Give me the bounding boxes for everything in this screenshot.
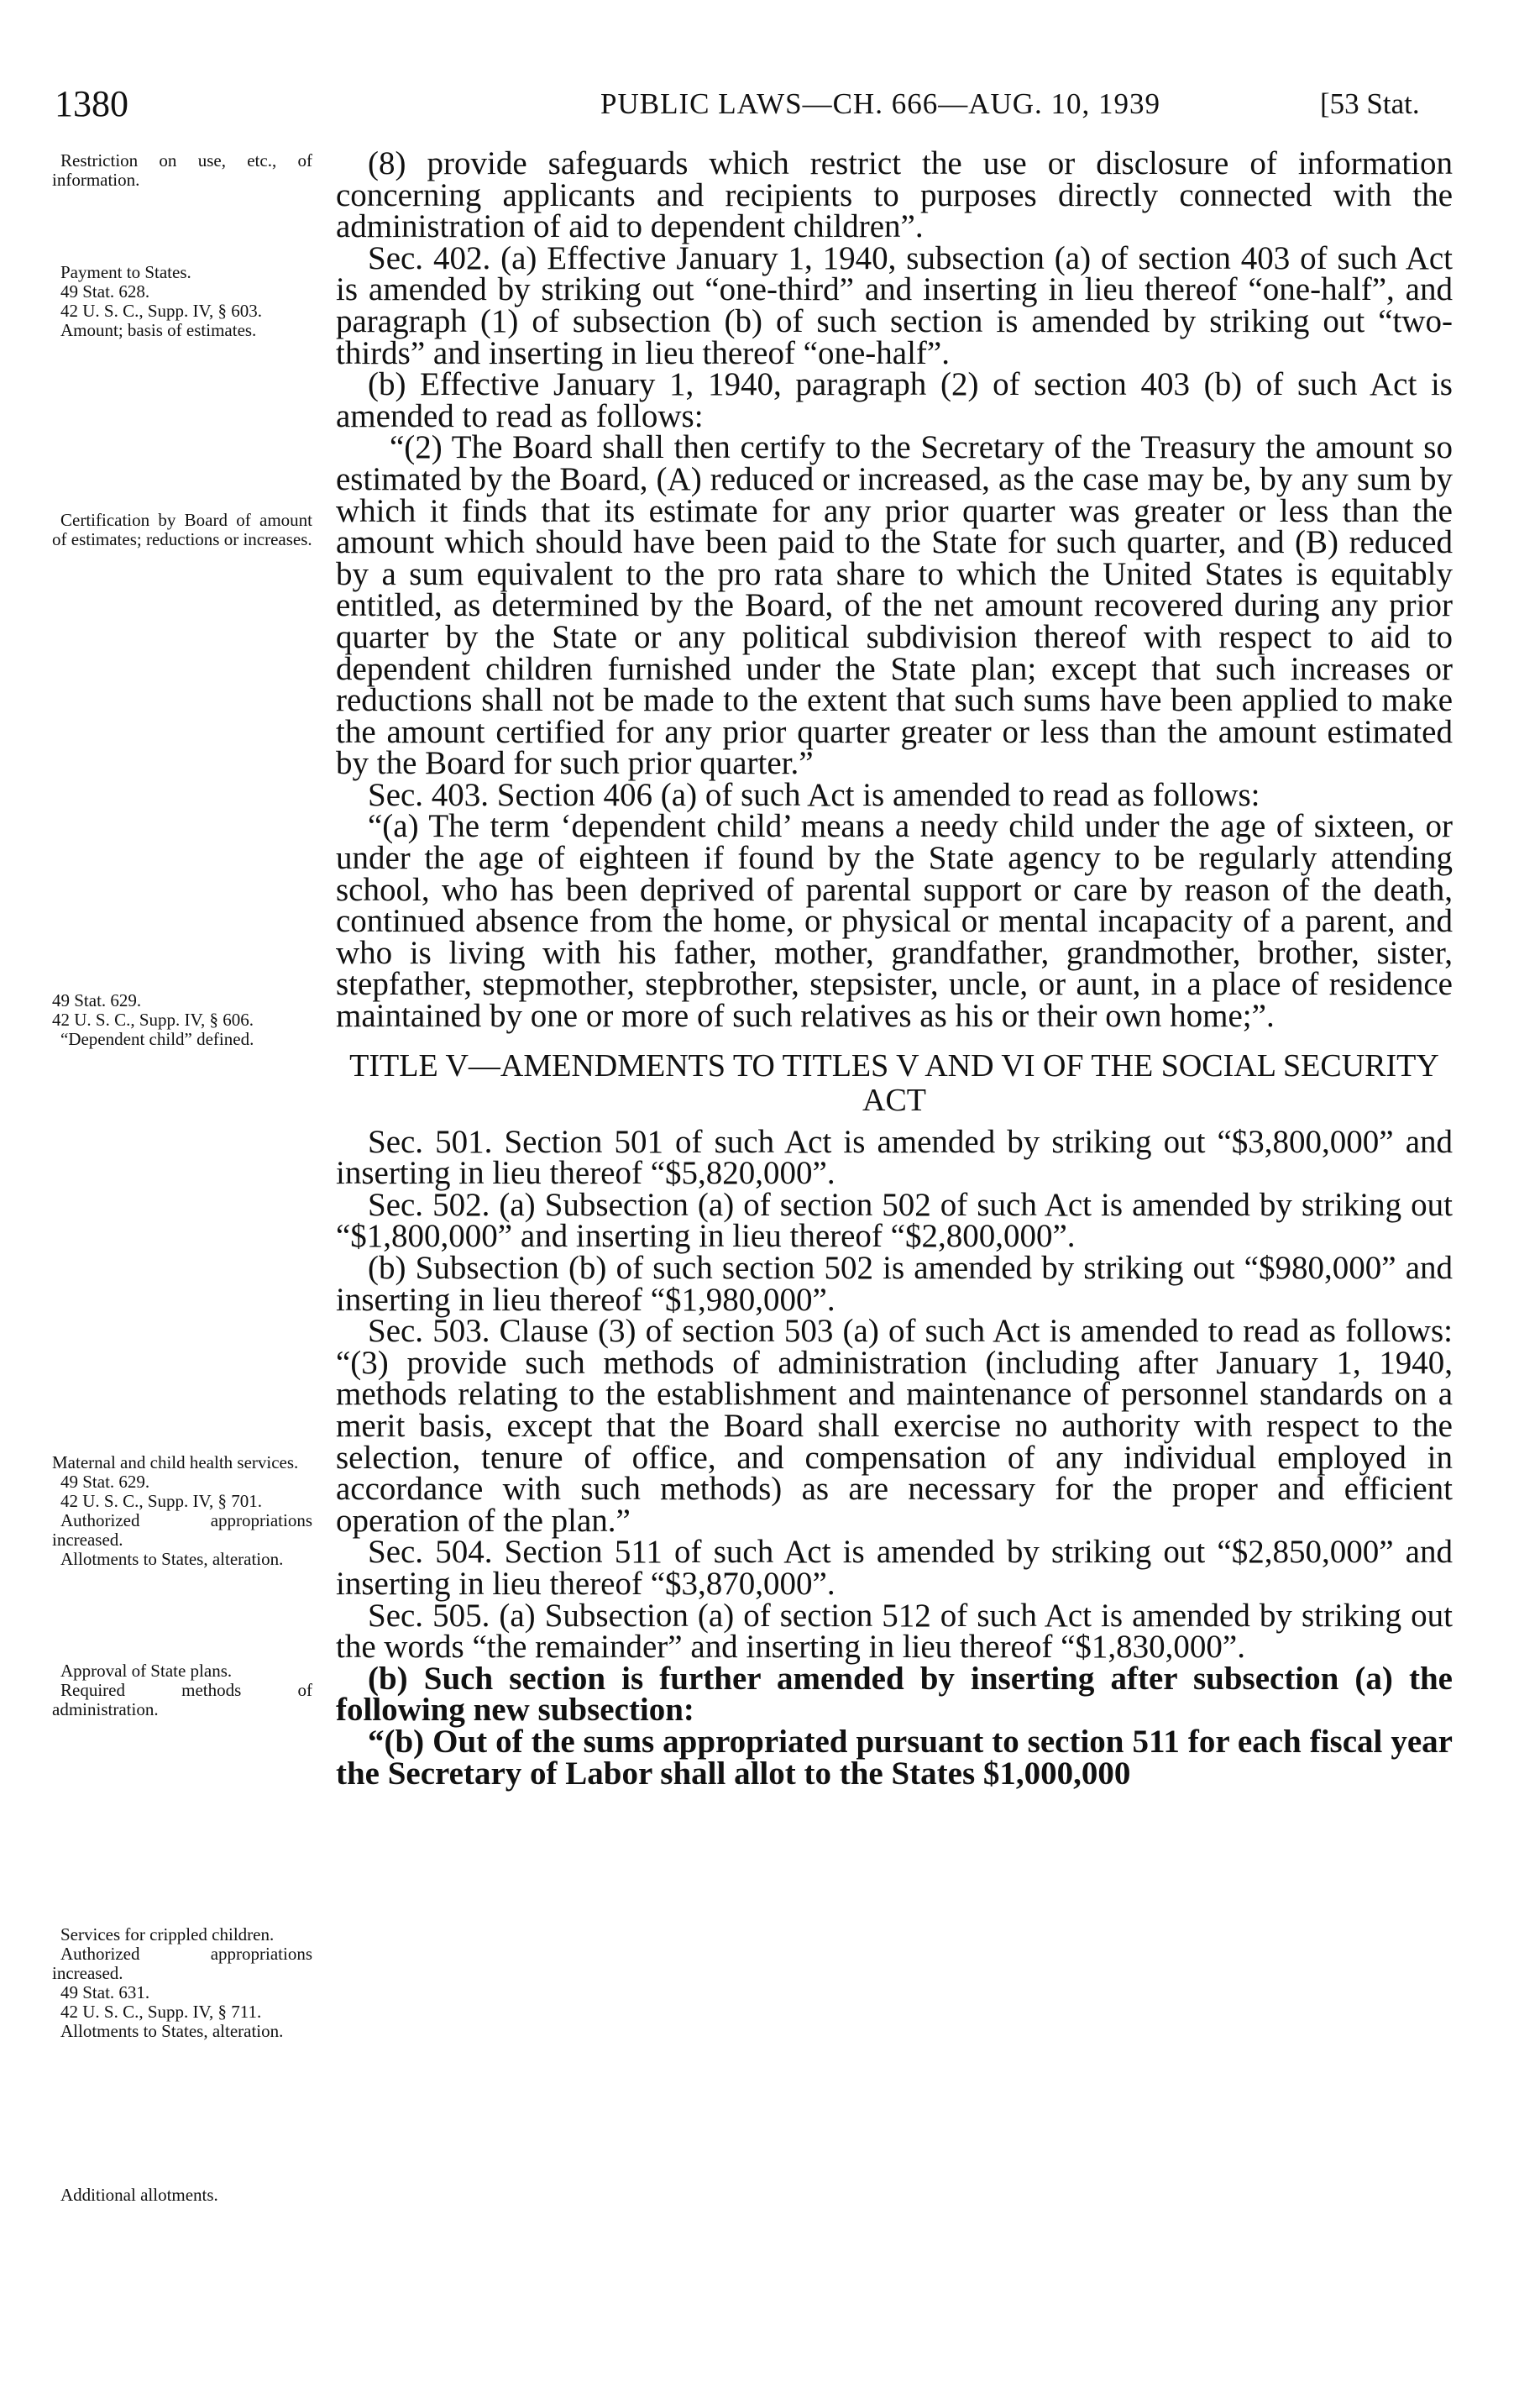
page-header xyxy=(0,82,1540,133)
paragraph: Sec. 504. Section 511 of such Act is amended by striking out “$2,850,000” and inserting in lieu thereof “$3,870,000”. xyxy=(336,1534,1453,1602)
paragraph-bold: “(b) Out of the sums appropriated pursuant to section 511 for each fiscal year the Secretary of Labor shall allot to the States $1,000,000 xyxy=(336,1723,1453,1792)
margin-note-dependent-child xyxy=(52,991,312,1049)
paragraph: Sec. 503. Clause (3) of section 503 (a) of such Act is amended to read as follows: “(3) provide such methods of administration (including after January 1, 1940, methods relating to the establishment and maintenance of personnel standards on a merit basis, except that the Board shall exercise no authority with respect to the selection, tenure of office, and compensation of any individual employed in accordance with such methods) as are necessary for the proper and efficient operation of the plan.” xyxy=(336,1313,1453,1539)
paragraph-quoted: “(a) The term ‘dependent child’ means a needy child under the age of sixteen, or under the age of eighteen if found by the State agency to be regularly attending school, who has been deprived of parental support or care by reason of the death, continued absence from the home, or physical or mental incapacity of a parent, and who is living with his father, mother, grandfather, grandmother, brother, sister, stepfather, stepmother, stepbrother, stepsister, uncle, or aunt, in a place of residence maintained by one or more of such relatives as his or their own home;”. xyxy=(336,808,1453,1035)
margin-note-restriction xyxy=(52,151,312,190)
margin-note-line: 42 U. S. C., Supp. IV, § 701. xyxy=(60,1491,262,1511)
margin-note-line: Required methods of administration. xyxy=(52,1680,312,1719)
margin-note-line: Restriction on use, etc., of information. xyxy=(52,150,312,190)
paragraph-quoted: “(2) The Board shall then certify to the Secretary of the Treasury the amount so estimated by the Board, (A) reduced or increased, as the case may be, by any sum by which it finds that its estimate for any prior quarter was greater or less than the amount which should have been paid to the State for such quarter, and (B) reduced by a sum equivalent to the pro rata share to which the United States is equitably entitled, as determined by the Board, of the net amount recovered during any prior quarter by the State or any political subdivision thereof with respect to aid to dependent children furnished under the State plan; except that such increases or reductions shall not be made to the extent that such sums have been applied to make the amount certified for any prior quarter greater or less than the amount estimated by the Board for such prior quarter.” xyxy=(336,429,1453,782)
margin-note-crippled-children xyxy=(52,1925,312,2041)
margin-note-line: Amount; basis of estimates. xyxy=(60,320,257,340)
margin-note-line: Allotments to States, alteration. xyxy=(60,2021,284,2041)
margin-note-line: Approval of State plans. xyxy=(60,1661,233,1681)
running-head: PUBLIC LAWS—CH. 666—AUG. 10, 1939 xyxy=(600,87,1161,120)
margin-note-line: Maternal and child health services. xyxy=(52,1452,299,1472)
paragraph: Sec. 502. (a) Subsection (a) of section 502 of such Act is amended by striking out “$1,800,000” and inserting in lieu thereof “$2,800,000”. xyxy=(336,1186,1453,1255)
margin-note-approval xyxy=(52,1661,312,1719)
paragraph: Sec. 402. (a) Effective January 1, 1940, subsection (a) of section 403 of such Act is amended by striking out “one-third” and inserting in lieu thereof “one-half”, and paragraph (1) of subsection (b) of such section is amended by striking out “two-thirds” and inserting in lieu thereof “one-half”. xyxy=(336,239,1453,371)
statute-reference: [53 Stat. xyxy=(1320,87,1420,120)
margin-note-payment xyxy=(52,263,312,340)
margin-note-line: Certification by Board of amount of estimates; reductions or increases. xyxy=(52,510,312,549)
body-text xyxy=(336,145,1453,1792)
paragraph: (8) provide safeguards which restrict the use or disclosure of information concerning applicants and recipients to purposes directly connected with the administration of aid to dependent children”. xyxy=(336,145,1453,245)
margin-note-line: 49 Stat. 628. xyxy=(60,281,150,302)
margin-note-line: Payment to States. xyxy=(60,262,191,282)
margin-note-additional xyxy=(52,2186,312,2205)
paragraph: (b) Effective January 1, 1940, paragraph (2) of section 403 (b) of such Act is amended to read as follows: xyxy=(336,366,1453,434)
margin-note-line: Authorized appropriations increased. xyxy=(52,1510,312,1550)
margin-note-line: 42 U. S. C., Supp. IV, § 603. xyxy=(60,301,262,321)
margin-note-line: Authorized appropriations increased. xyxy=(52,1944,312,1983)
margin-note-line: 42 U. S. C., Supp. IV, § 606. xyxy=(52,1010,254,1030)
paragraph-bold: (b) Such section is further amended by inserting after subsection (a) the following new subsection: xyxy=(336,1660,1453,1729)
paragraph: Sec. 403. Section 406 (a) of such Act is amended to read as follows: xyxy=(368,776,1260,813)
margin-note-line: Services for crippled children. xyxy=(60,1924,275,1945)
paragraph: Sec. 505. (a) Subsection (a) of section 512 of such Act is amended by striking out the words “the remainder” and inserting in lieu thereof “$1,830,000”. xyxy=(336,1597,1453,1666)
margin-note-line: 42 U. S. C., Supp. IV, § 711. xyxy=(60,2002,262,2022)
margin-note-line: 49 Stat. 631. xyxy=(60,1982,150,2002)
margin-note-maternal-child xyxy=(52,1453,312,1569)
section-title: TITLE V—AMENDMENTS TO TITLES V AND VI OF THE SOCIAL SECURITY ACT xyxy=(349,1047,1439,1118)
paragraph: (b) Subsection (b) of such section 502 is amended by striking out “$980,000” and inserting in lieu thereof “$1,980,000”. xyxy=(336,1250,1453,1318)
page-number: 1380 xyxy=(55,83,128,124)
margin-note-line: Allotments to States, alteration. xyxy=(60,1549,284,1569)
margin-note-line: “Dependent child” defined. xyxy=(60,1029,254,1049)
margin-note-line: 49 Stat. 629. xyxy=(52,990,142,1010)
paragraph: Sec. 501. Section 501 of such Act is amended by striking out “$3,800,000” and inserting in lieu thereof “$5,820,000”. xyxy=(336,1123,1453,1192)
margin-note-line: Additional allotments. xyxy=(60,2185,218,2205)
margin-note-certification xyxy=(52,511,312,549)
margin-note-line: 49 Stat. 629. xyxy=(60,1472,150,1492)
